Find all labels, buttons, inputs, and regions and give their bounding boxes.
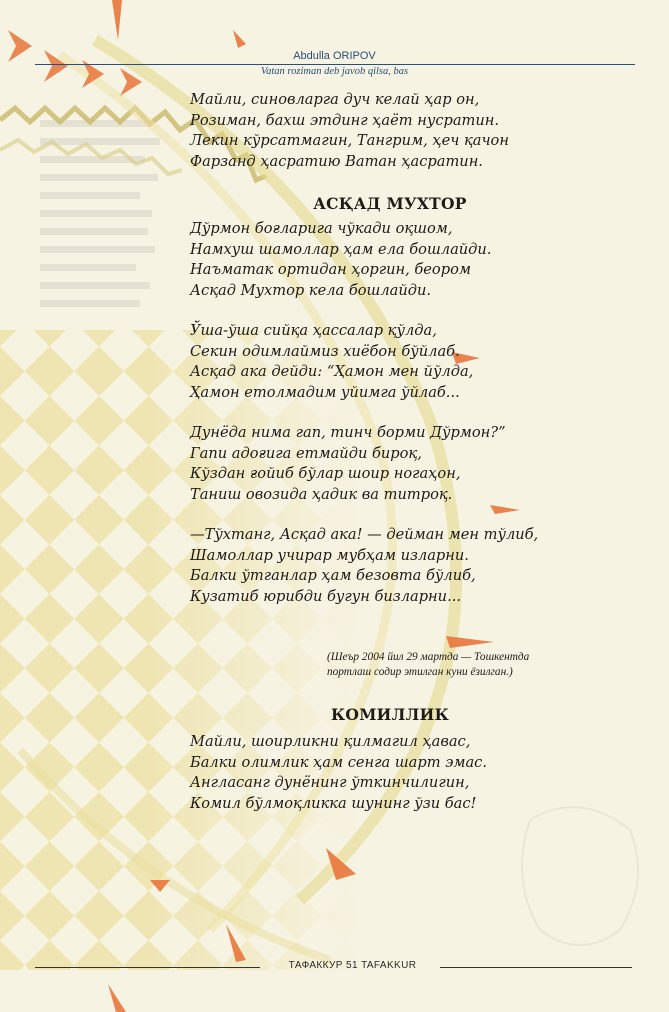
poem-3-stanza bbox=[190, 732, 590, 814]
poem-2-stanza-3 bbox=[190, 423, 590, 505]
header-rule bbox=[35, 64, 635, 65]
poem-line: Секин одимлаймиз хиёбон бўйлаб. bbox=[190, 342, 460, 360]
poem-line: Наъматак ортидан ҳоргин, беором bbox=[190, 261, 471, 278]
poem-line: Майли, шоирликни қилмагил ҳавас, bbox=[190, 733, 471, 750]
poem-line: Шамоллар учирар мубҳам изларни. bbox=[190, 546, 469, 564]
poem-line: Асқад ака дейди: “Ҳамон мен йўлда, bbox=[190, 363, 474, 380]
poem-date-note bbox=[327, 650, 627, 680]
note-line: портлаш содир этилган куни ёзилган.) bbox=[327, 666, 513, 678]
poem-title-asqad-mukhtor: АСҚАД МУХТОР bbox=[313, 194, 467, 213]
poem-line: Кўздан ғойиб бўлар шоир ногаҳон, bbox=[190, 465, 461, 482]
poem-2-stanza-2 bbox=[190, 321, 590, 403]
poem-line: Балки олимлик ҳам сенга шарт эмас. bbox=[190, 753, 487, 771]
poem-line: —Тўхтанг, Асқад ака! — дейман мен тўлиб, bbox=[190, 526, 539, 543]
poem-line: Кузатиб юрибди бугун бизларни... bbox=[190, 587, 461, 605]
poem-line: Дўрмон боғларига чўкади оқшом, bbox=[190, 220, 453, 237]
poem-2-stanza-1 bbox=[190, 219, 590, 301]
poem-line: Розиман, бахш этдинг ҳаёт нусратин. bbox=[190, 111, 500, 129]
poem-1-stanza bbox=[190, 90, 590, 172]
poem-line: Англасанг дунёнинг ўткинчилигин, bbox=[190, 774, 470, 791]
poem-line: Гапи адоғига етмайди бироқ, bbox=[190, 444, 422, 462]
note-line: (Шеър 2004 йил 29 мартда — Тошкентда bbox=[327, 651, 530, 663]
header-subtitle: Vatan roziman deb javob qilsa, bas bbox=[260, 66, 409, 77]
author-name: Abdulla ORIPOV bbox=[293, 50, 376, 62]
poem-column bbox=[190, 90, 590, 607]
poem-line: Ҳамон етолмадим уйимга ўйлаб... bbox=[190, 383, 460, 401]
poem-line: Намхуш шамоллар ҳам ела бошлайди. bbox=[190, 240, 492, 258]
poem-line: Фарзанд ҳасратию Ватан ҳасратин. bbox=[190, 152, 483, 170]
poem-title-komillik: КОМИЛЛИК bbox=[331, 705, 449, 724]
poem-line: Майли, синовларга дуч келай ҳар он, bbox=[190, 91, 480, 108]
footer-rule-left bbox=[35, 967, 260, 968]
poem-line: Балки ўтганлар ҳам безовта бўлиб, bbox=[190, 567, 476, 584]
poem-line: Ўша-ўша сийқа ҳассалар қўлда, bbox=[190, 322, 437, 339]
footer-page-number: ТАФАККУР 51 TAFAKKUR bbox=[288, 960, 417, 971]
poem-3-block bbox=[190, 705, 590, 814]
poem-line: Лекин кўрсатмагин, Тангрим, ҳеч қачон bbox=[190, 132, 509, 149]
poem-line: Комил бўлмоқликка шунинг ўзи бас! bbox=[190, 794, 477, 812]
poem-line: Таниш овозида ҳадик ва титроқ. bbox=[190, 485, 453, 503]
poem-line: Дунёда нима гап, тинч борми Дўрмон?” bbox=[190, 424, 506, 441]
poem-2-stanza-4 bbox=[190, 525, 590, 607]
footer-rule-right bbox=[440, 967, 632, 968]
poem-line: Асқад Мухтор кела бошлайди. bbox=[190, 281, 432, 299]
